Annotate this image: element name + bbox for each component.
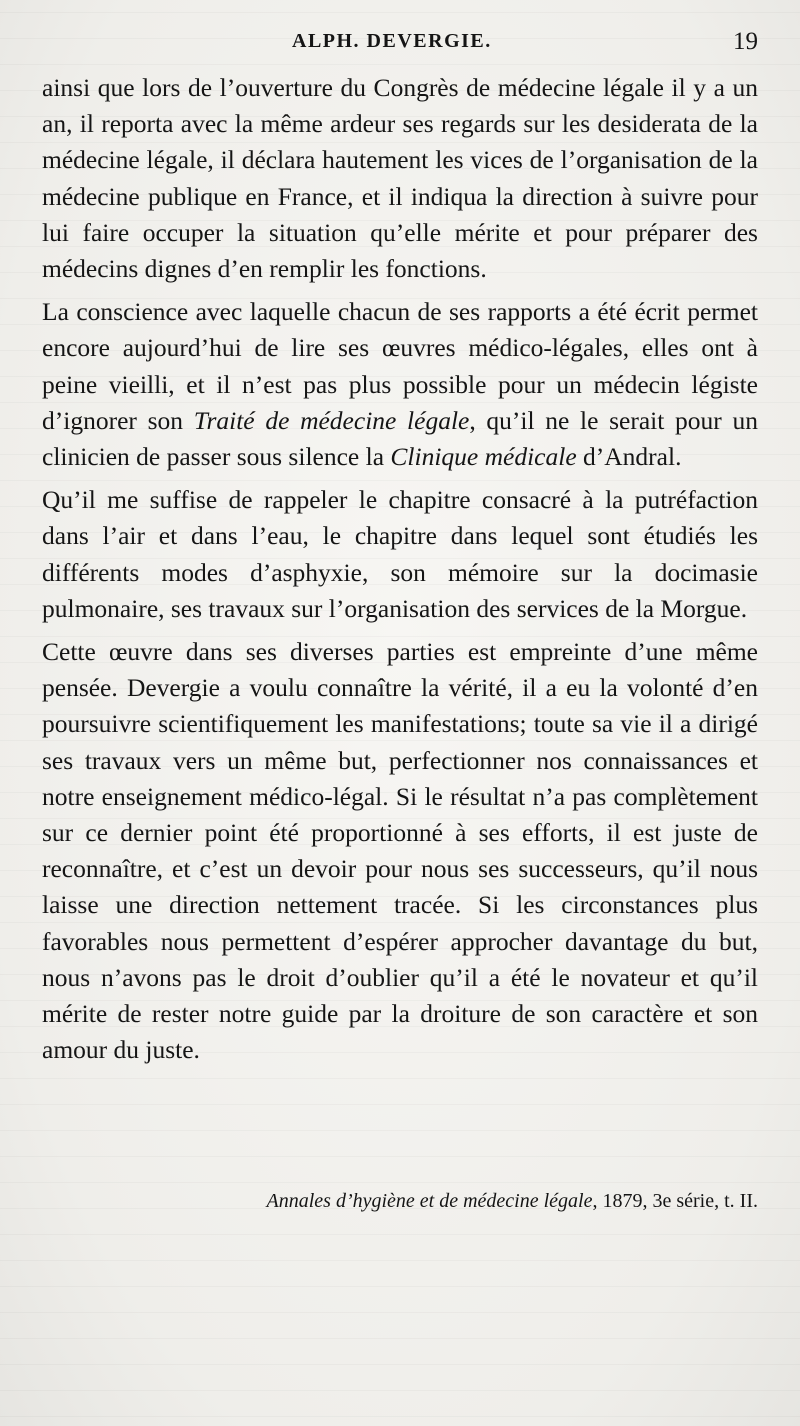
paragraph-2 (42, 294, 758, 475)
paragraph-3 (42, 482, 758, 627)
paragraph-3-text: Qu’il me suffise de rappeler le chapitre consacré à la putréfaction dans l’air et dans l’eau, le chapitre dans lequel sont étudiés les différents modes d’asphyxie, son mémoire sur la docimasie pulmonaire, ses travaux sur l’organisation des services de la Morgue. (42, 485, 758, 623)
body-text (42, 70, 758, 1068)
citation-details: , 1879, 3e série, t. II. (592, 1190, 758, 1212)
source-citation (128, 1190, 758, 1213)
running-title: ALPH. DEVERGIE. (292, 30, 492, 52)
paragraph-2-text-a: La conscience avec laquelle chacun de ses rapports a été écrit permet encore aujourd’hui de lire ses œuvres médico-légales, elles ont à peine vieilli, et il n’est pas plus possible pour un médecin légiste d’ignorer son (42, 297, 758, 435)
citation-journal: Annales d’hygiène et de médecine légale (266, 1190, 593, 1212)
paragraph-2-text-c: d’Andral. (576, 442, 682, 472)
book-title-clinique: Clinique médicale (390, 442, 577, 472)
paragraph-1 (42, 70, 758, 287)
page-header (42, 30, 758, 58)
paragraph-1-text: ainsi que lors de l’ouverture du Congrès de médecine légale il y a un an, il reporta avec la même ardeur ses regards sur les desiderata de la médecine légale, il déclara hautement les vices de l’organisation de la médecine publique en France, et il indiqua la direction à suivre pour lui faire occuper la situation qu’elle mérite et pour préparer des médecins dignes d’en remplir les fonctions. (42, 73, 758, 284)
book-title-traite: Traité de médecine légale (193, 405, 470, 435)
paragraph-4-text: Cette œuvre dans ses diverses parties est empreinte d’une même pensée. Devergie a voulu connaître la vérité, il a eu la volonté d’en poursuivre scientifiquement les manifestations; toute sa vie il a dirigé ses travaux vers un même but, perfectionner nos connaissances et notre enseignement médico-légal. Si le résultat n’a pas complètement sur ce dernier point été proportionné à ses efforts, il est juste de reconnaître, et c’est un devoir pour nous ses successeurs, qu’il nous laisse une direction nettement tracée. Si les circonstances plus favorables nous permettent d’espérer approcher davantage du but, nous n’avons pas le droit d’oublier qu’il a été le novateur et qu’il mérite de rester notre guide par la droiture de son caractère et son amour du juste. (42, 637, 758, 1065)
paragraph-4 (42, 634, 758, 1068)
page-number: 19 (733, 28, 758, 55)
paragraph-2-text-b: , qu’il ne le serait pour un clinicien de passer sous silence la (42, 405, 758, 472)
